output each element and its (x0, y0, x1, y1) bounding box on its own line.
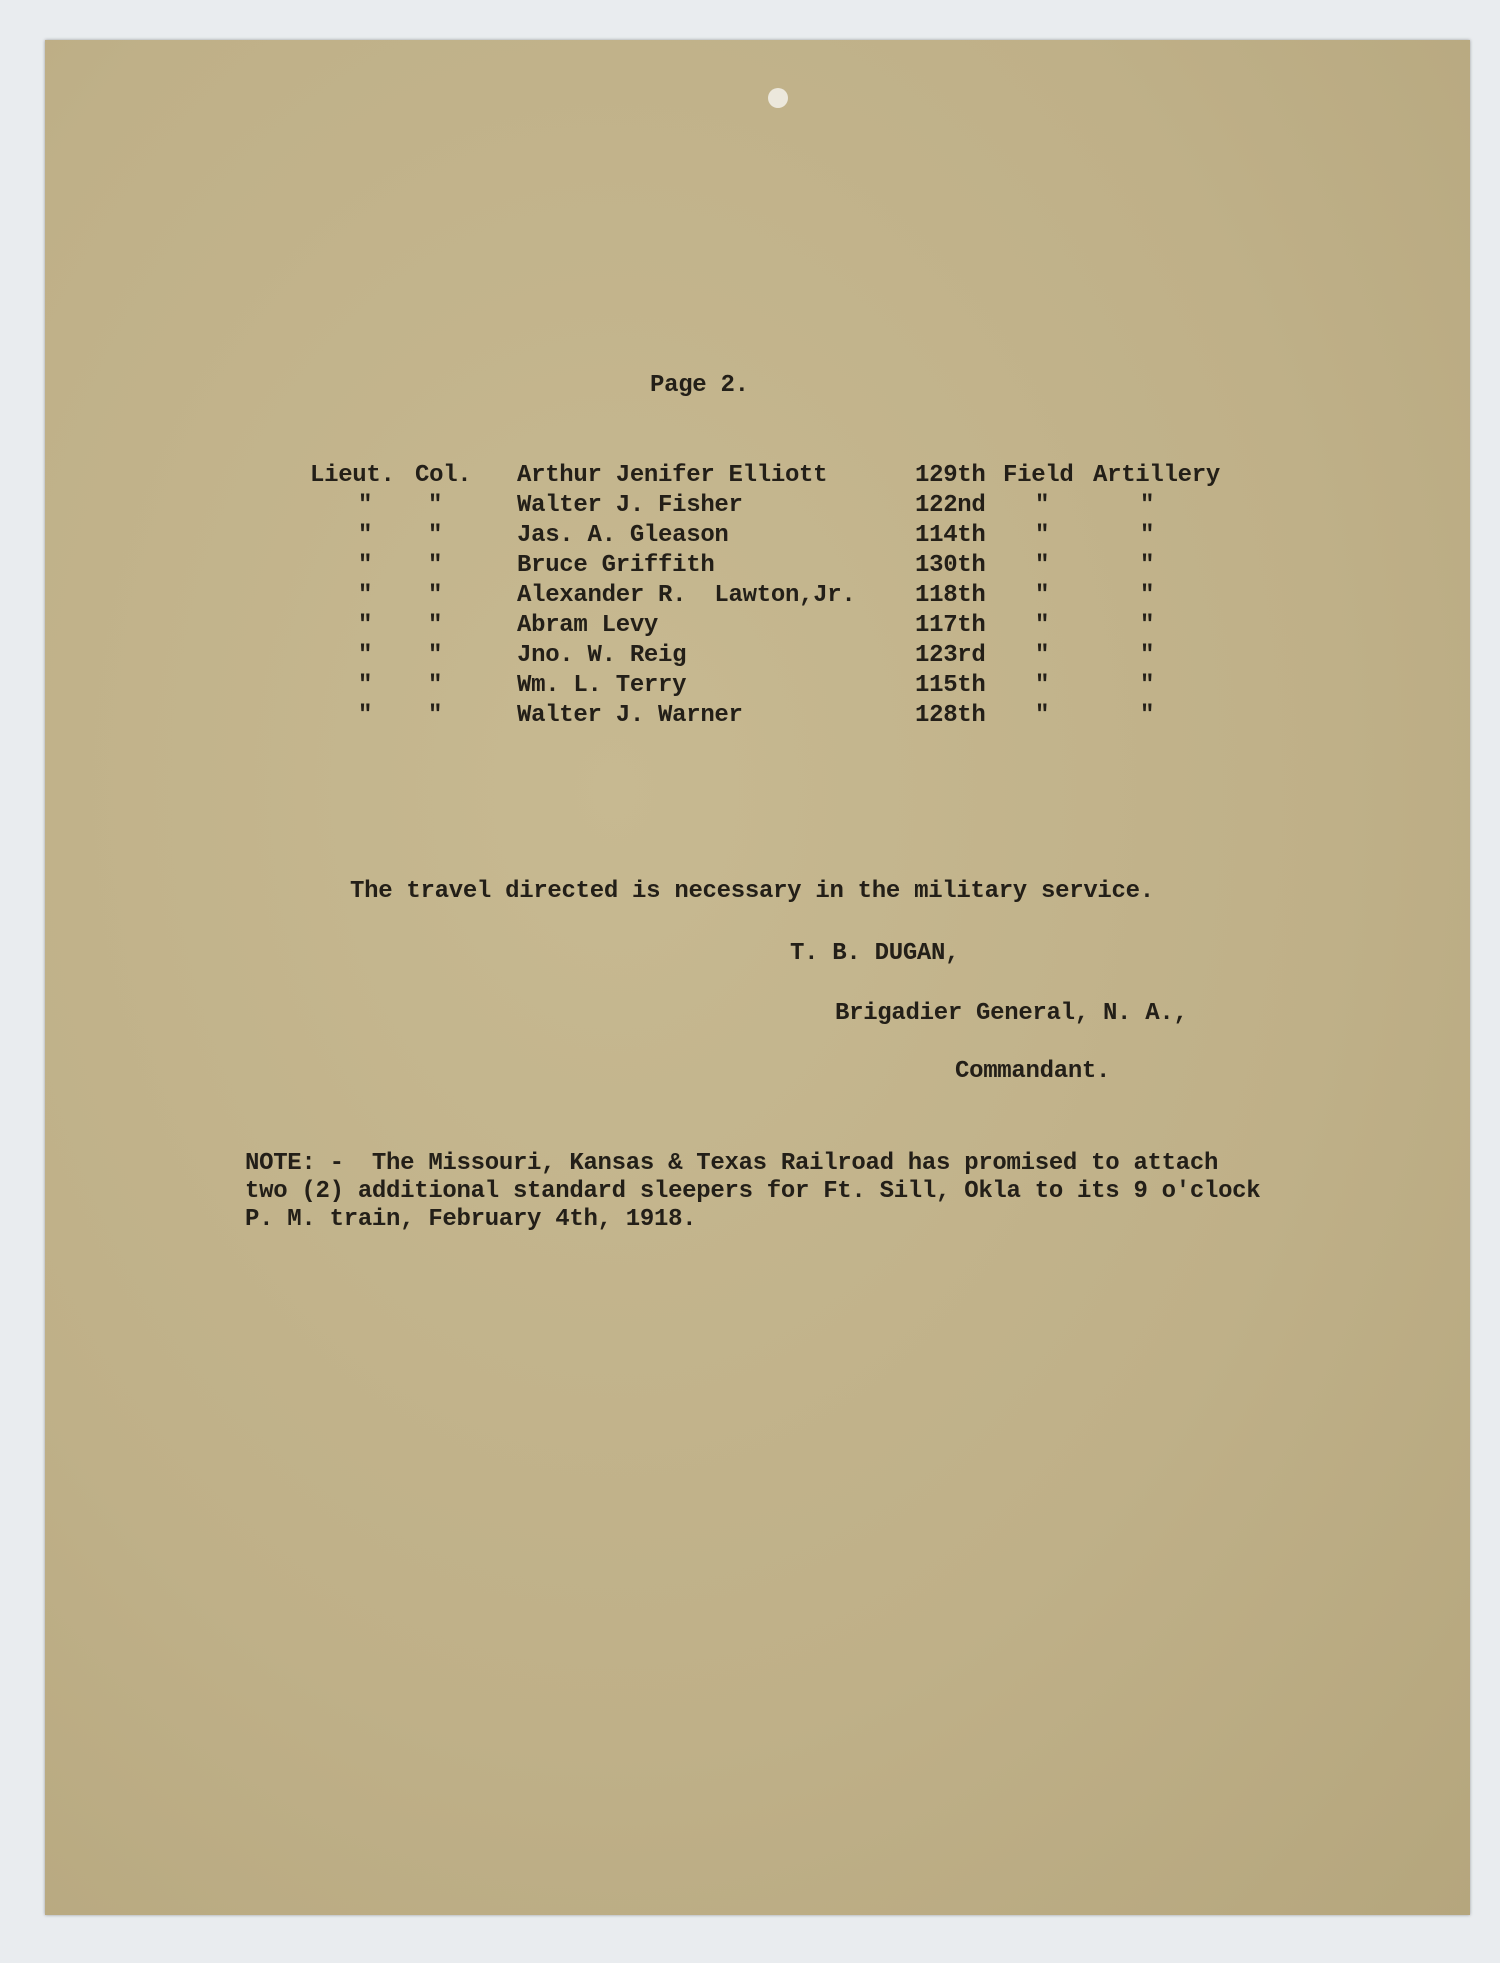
officer-rank2: " (428, 702, 443, 729)
officer-regiment: 118th (915, 582, 986, 609)
officer-regiment: 128th (915, 702, 986, 729)
officer-branch1: " (1035, 672, 1050, 699)
officer-branch2: " (1140, 612, 1155, 639)
officer-name: Wm. L. Terry (517, 672, 687, 699)
officer-rank2: " (428, 492, 443, 519)
page-number: Page 2. (650, 372, 749, 399)
officer-rank: " (358, 702, 373, 729)
officer-rank: " (358, 492, 373, 519)
officer-rank: " (358, 522, 373, 549)
officer-rank2: " (428, 582, 443, 609)
officer-rank2: " (428, 522, 443, 549)
officer-rank2: " (428, 642, 443, 669)
officer-branch2: Artillery (1093, 462, 1220, 489)
officer-branch2: " (1140, 582, 1155, 609)
officer-branch1: " (1035, 522, 1050, 549)
officer-regiment: 129th (915, 462, 986, 489)
officer-rank: Lieut. (310, 462, 395, 489)
officer-branch1: " (1035, 702, 1050, 729)
officer-rank2: " (428, 672, 443, 699)
officer-regiment: 122nd (915, 492, 986, 519)
officer-regiment: 117th (915, 612, 986, 639)
officer-name: Walter J. Warner (517, 702, 743, 729)
signature-role: Commandant. (955, 1058, 1111, 1085)
officer-branch1: " (1035, 552, 1050, 579)
officer-branch1: Field (1003, 462, 1074, 489)
officer-rank: " (358, 672, 373, 699)
officer-regiment: 115th (915, 672, 986, 699)
officer-rank2: " (428, 552, 443, 579)
punch-hole (768, 88, 788, 108)
officer-branch1: " (1035, 642, 1050, 669)
note-line: P. M. train, February 4th, 1918. (245, 1206, 697, 1233)
note-line: two (2) additional standard sleepers for Ft. Sill, Okla to its 9 o'clock (245, 1178, 1261, 1205)
officer-branch1: " (1035, 612, 1050, 639)
officer-rank: " (358, 552, 373, 579)
officer-branch1: " (1035, 492, 1050, 519)
officer-branch2: " (1140, 702, 1155, 729)
officer-branch2: " (1140, 672, 1155, 699)
officer-name: Jno. W. Reig (517, 642, 687, 669)
signature-name: T. B. DUGAN, (790, 940, 960, 967)
officer-name: Alexander R. Lawton,Jr. (517, 582, 856, 609)
officer-branch2: " (1140, 552, 1155, 579)
note-line: NOTE: - The Missouri, Kansas & Texas Railroad has promised to attach (245, 1150, 1219, 1177)
officer-branch2: " (1140, 492, 1155, 519)
officer-regiment: 114th (915, 522, 986, 549)
officer-rank: " (358, 642, 373, 669)
officer-name: Arthur Jenifer Elliott (517, 462, 828, 489)
officer-name: Jas. A. Gleason (517, 522, 729, 549)
officer-name: Bruce Griffith (517, 552, 715, 579)
officer-rank2: " (428, 612, 443, 639)
officer-branch2: " (1140, 642, 1155, 669)
signature-title: Brigadier General, N. A., (835, 1000, 1188, 1027)
officer-branch1: " (1035, 582, 1050, 609)
officer-regiment: 123rd (915, 642, 986, 669)
document-page (45, 40, 1470, 1915)
officer-branch2: " (1140, 522, 1155, 549)
officer-regiment: 130th (915, 552, 986, 579)
officer-rank: " (358, 582, 373, 609)
officer-name: Abram Levy (517, 612, 659, 639)
officer-rank2: Col. (415, 462, 472, 489)
statement: The travel directed is necessary in the military service. (350, 878, 1154, 905)
officer-name: Walter J. Fisher (517, 492, 743, 519)
officer-rank: " (358, 612, 373, 639)
